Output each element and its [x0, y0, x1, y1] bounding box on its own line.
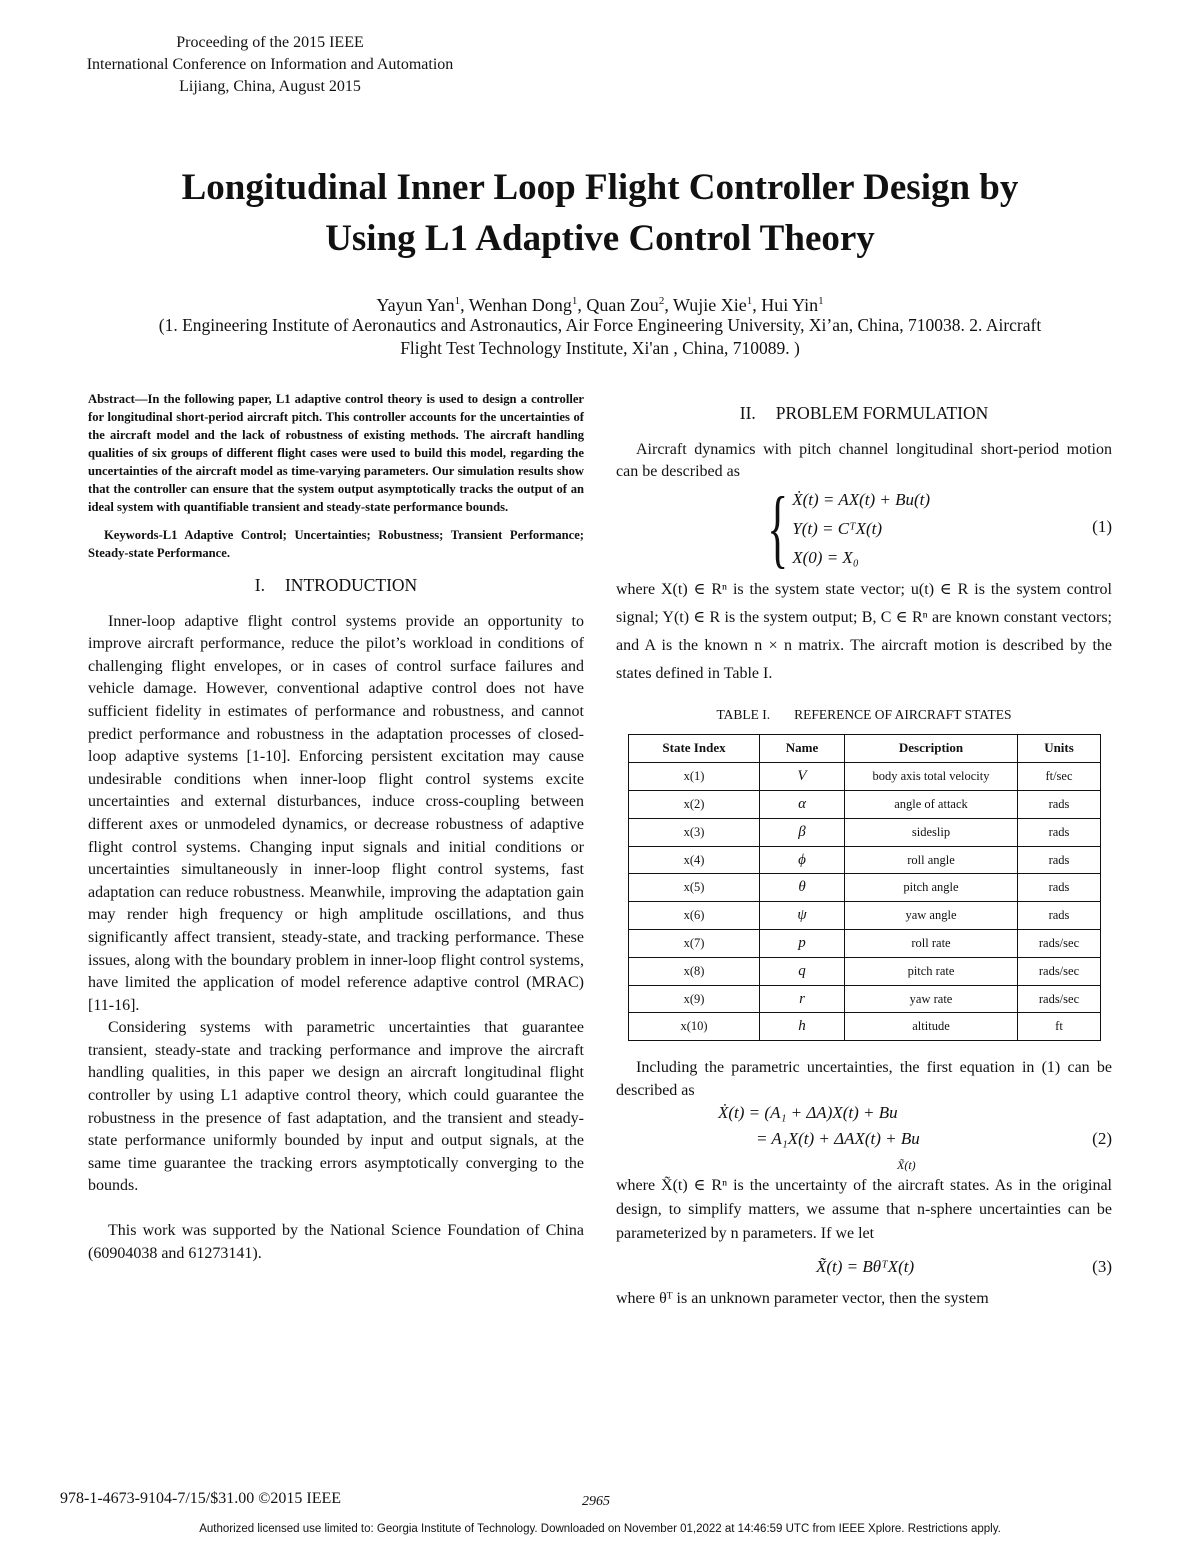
state-index-cell: x(2) — [629, 790, 760, 818]
page-number: 2965 — [582, 1494, 610, 1509]
author-list: Yayun Yan$^1$, Wenhan Dong$^1$, Quan Zou$^2$, Wujie Xie$^1$, Hui Yin$^1$ — [376, 295, 824, 315]
body-paragraph: where X̃(t) ∈ Rⁿ is the uncertainty of the aircraft states. As in the original design, to simplify matters, we assume that n-sphere uncertainties can be parameterized by n parameters. If we let — [616, 1177, 1112, 1243]
state-name-cell: r — [760, 985, 845, 1013]
state-description-cell: angle of attack — [845, 790, 1018, 818]
section-number: II. — [739, 403, 756, 423]
equation-2 — [616, 1102, 1112, 1173]
state-name-cell: q — [760, 957, 845, 985]
table-header-cell: State Index — [629, 735, 760, 763]
table-number: TABLE I. — [716, 706, 771, 722]
state-index-cell: x(4) — [629, 846, 760, 874]
affiliation-line: Flight Test Technology Institute, Xi'an , China, 710089. ) — [400, 338, 800, 358]
state-index-cell: x(8) — [629, 957, 760, 985]
equation-line: X̃(t) = BθᵀX(t) — [816, 1257, 915, 1277]
table-caption — [616, 704, 1112, 727]
table-row — [629, 790, 1101, 818]
state-units-cell: rads — [1018, 846, 1101, 874]
state-description-cell: pitch rate — [845, 957, 1018, 985]
proceeding-line: Proceeding of the 2015 IEEE — [176, 34, 364, 51]
affiliations — [80, 314, 1120, 360]
equation-underbrace-label: X̃(t) — [897, 1158, 916, 1173]
state-description-cell: body axis total velocity — [845, 763, 1018, 791]
table-row — [629, 902, 1101, 930]
state-description-cell: yaw angle — [845, 902, 1018, 930]
intro-paragraph: Considering systems with parametric uncertainties that guarantee transient, steady-state and tracking performance and improve the aircraft handling qualities, in this paper we design an aircraft longitudinal flight controller by using L1 adaptive control theory, which could guarantee the robustness in the presence of fast adaptation, and the transient and steady-state performance uniformly bounded by input and output signals, at the same time guarantee the tracking errors asymptotically converging to the bounds. — [88, 1019, 584, 1195]
equation-number: (3) — [1092, 1257, 1112, 1277]
state-units-cell: rads — [1018, 818, 1101, 846]
body-paragraph: Including the parametric uncertainties, the first equation in (1) can be described as — [616, 1059, 1112, 1099]
state-units-cell: ft — [1018, 1013, 1101, 1041]
left-column — [88, 390, 584, 1265]
state-index-cell: x(1) — [629, 763, 760, 791]
state-description-cell: sideslip — [845, 818, 1018, 846]
state-units-cell: rads — [1018, 790, 1101, 818]
state-description-cell: yaw rate — [845, 985, 1018, 1013]
state-units-cell: rads/sec — [1018, 929, 1101, 957]
state-index-cell: x(3) — [629, 818, 760, 846]
state-description-cell: altitude — [845, 1013, 1018, 1041]
author-name: Wujie Xie — [673, 295, 747, 315]
author-name: Yayun Yan — [376, 295, 455, 315]
table-row — [629, 846, 1101, 874]
table-title: REFERENCE OF AIRCRAFT STATES — [794, 706, 1012, 722]
table-row — [629, 1013, 1101, 1041]
equation-line: = A₁X(t) + ΔAX(t) + Bu — [756, 1129, 920, 1149]
table-row — [629, 929, 1101, 957]
state-name-cell: β — [760, 818, 845, 846]
state-name-cell: θ — [760, 874, 845, 902]
equation-3 — [616, 1252, 1112, 1284]
author-affil-mark: 1 — [454, 295, 461, 307]
author-affil-mark: 1 — [818, 295, 824, 307]
table-header-cell: Description — [845, 735, 1018, 763]
table-header-cell: Units — [1018, 735, 1101, 763]
proceeding-line: Lijiang, China, August 2015 — [179, 78, 361, 95]
table-header-cell: Name — [760, 735, 845, 763]
author-name: Wenhan Dong — [468, 295, 572, 315]
brace-glyph: { — [767, 479, 789, 577]
equation-line: Ẋ(t) = (A₁ + ΔA)X(t) + Bu — [718, 1103, 898, 1123]
state-description-cell: pitch angle — [845, 874, 1018, 902]
state-units-cell: ft/sec — [1018, 763, 1101, 791]
state-name-cell: h — [760, 1013, 845, 1041]
author-affil-mark: 2 — [658, 295, 665, 307]
section-number: I. — [254, 575, 265, 595]
state-index-cell: x(7) — [629, 929, 760, 957]
body-paragraph: Aircraft dynamics with pitch channel longitudinal short-period motion can be described as — [616, 440, 1112, 481]
section-title: PROBLEM FORMULATION — [775, 403, 989, 423]
state-units-cell: rads/sec — [1018, 985, 1101, 1013]
equation-1 — [616, 479, 1112, 577]
intro-paragraph: Inner-loop adaptive flight control systems provide an opportunity to improve aircraft performance, reduce the pilot’s workload in conditions of challenging flight envelopes, or in cases of control surface failures and vehicle damage. However, conventional adaptive control does not have sufficient fidelity in estimates of performance and robustness, and cannot predict performance and robustness in the adaptation processes of closed-loop adaptive systems [1-10]. Enforcing persistent excitation may cause undesirable conditions when inner-loop flight control systems excite uncertainties and external disturbances, induce cross-coupling between different axes or unmodeled dynamics, or decrease robustness of adaptive flight control systems. Changing input signals and initial conditions or uncertainties simultaneously in inner-loop flight control systems, fast adaptation can reduce robustness. Meanwhile, improving the adaptation gain may render high frequency or high amplitude oscillations, and thus significantly affect transient, steady-state, and tracking performance. These issues, along with the boundary problem in inner-loop flight control systems, have limited the application of model reference adaptive control (MRAC) [11-16]. — [88, 612, 584, 1014]
abstract: Abstract—In the following paper, L1 adaptive control theory is used to design a controller for longitudinal short-period aircraft pitch. This controller accounts for the uncertainties of the aircraft model and the lack of robustness of existing methods. The aircraft handling qualities of six groups of different flight cases were used to build this model, regarding the uncertainties of the aircraft model as time-varying parameters. Our simulation results show that the controller can ensure that the system output asymptotically tracks the output of an ideal system with quantifiable transient and steady-state performance bounds. — [88, 392, 584, 514]
state-units-cell: rads — [1018, 902, 1101, 930]
table-row — [629, 874, 1101, 902]
license-notice: Authorized licensed use limited to: Georgia Institute of Technology. Downloaded on November 01,2022 at 14:46:59 UTC from IEEE Xplore. Restrictions apply. — [199, 1523, 1001, 1535]
section-heading-introduction — [88, 574, 584, 597]
state-name-cell: V — [760, 763, 845, 791]
right-column — [616, 402, 1112, 1311]
state-name-cell: p — [760, 929, 845, 957]
body-paragraph: where θᵀ is an unknown parameter vector, then the system — [616, 1290, 989, 1308]
author-name: Quan Zou — [586, 295, 659, 315]
state-units-cell: rads/sec — [1018, 957, 1101, 985]
table-row — [629, 957, 1101, 985]
table-row — [629, 763, 1101, 791]
title-line: Longitudinal Inner Loop Flight Controller Design by — [181, 167, 1019, 208]
affiliation-line: (1. Engineering Institute of Aeronautics and Astronautics, Air Force Engineering University, Xi’an, China, 710038. 2. Aircraft — [158, 315, 1042, 335]
state-index-cell: x(6) — [629, 902, 760, 930]
isbn-line: 978-1-4673-9104-7/15/$31.00 ©2015 IEEE — [60, 1490, 342, 1507]
title-line: Using L1 Adaptive Control Theory — [325, 218, 875, 259]
body-paragraph: where X(t) ∈ Rⁿ is the system state vector; u(t) ∈ R is the system control signal; Y(t) ∈ R is the system output; B, C ∈ Rⁿ are known constant vectors; and A is the known n × n matrix. The aircraft motion is described by the states defined in Table I. — [616, 580, 1112, 682]
table-row — [629, 985, 1101, 1013]
state-index-cell: x(10) — [629, 1013, 760, 1041]
state-description-cell: roll angle — [845, 846, 1018, 874]
equation-line: Y(t) = CᵀX(t) — [792, 519, 883, 539]
section-title: INTRODUCTION — [284, 575, 418, 595]
state-index-cell: x(5) — [629, 874, 760, 902]
equation-line: X(0) = X₀ — [792, 548, 859, 568]
table-header-row — [629, 735, 1101, 763]
state-name-cell: ψ — [760, 902, 845, 930]
funding-note: This work was supported by the National Science Foundation of China (60904038 and 61273141). — [88, 1222, 584, 1262]
aircraft-states-table — [628, 734, 1101, 1041]
author-affil-mark: 1 — [571, 295, 578, 307]
author-affil-mark: 1 — [746, 295, 753, 307]
author-name: Hui Yin — [761, 295, 819, 315]
proceeding-line: International Conference on Information and Automation — [86, 56, 454, 73]
state-name-cell: α — [760, 790, 845, 818]
equation-line: Ẋ(t) = AX(t) + Bu(t) — [792, 490, 931, 510]
state-name-cell: ϕ — [760, 846, 845, 874]
proceeding-info — [30, 32, 510, 98]
keywords: Keywords-L1 Adaptive Control; Uncertainties; Robustness; Transient Performance; Steady-state Performance. — [88, 528, 584, 560]
equation-number: (2) — [1092, 1129, 1112, 1149]
state-index-cell: x(9) — [629, 985, 760, 1013]
table-row — [629, 818, 1101, 846]
state-units-cell: rads — [1018, 874, 1101, 902]
equation-number: (1) — [1092, 516, 1112, 536]
state-description-cell: roll rate — [845, 929, 1018, 957]
paper-title — [60, 162, 1140, 264]
section-heading-problem-formulation — [616, 402, 1112, 425]
